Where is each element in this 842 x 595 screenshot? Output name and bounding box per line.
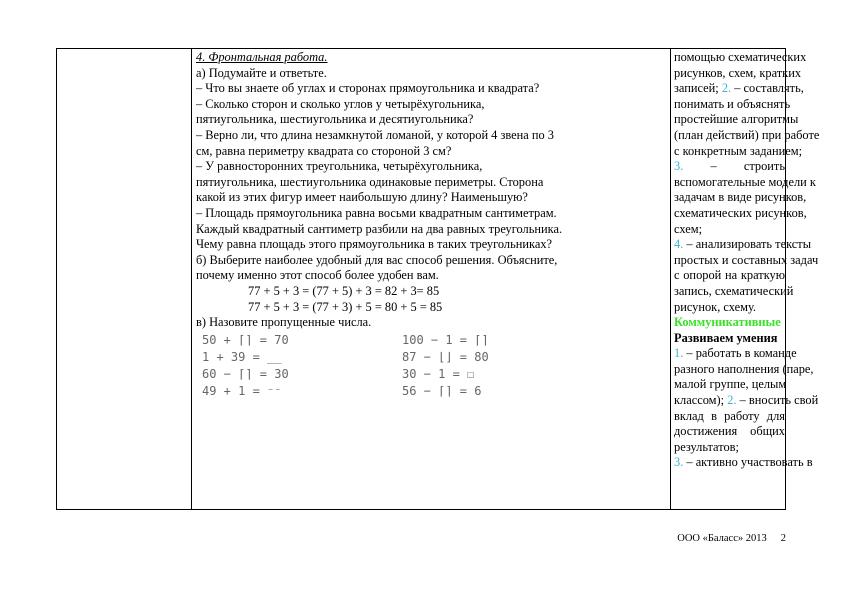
- exercise: 49 + 1 = ⁻⁻: [202, 383, 282, 398]
- text-line: схематических рисунков,: [674, 205, 807, 220]
- text-line: понимать и объяснять: [674, 96, 791, 111]
- text-line: результатов;: [674, 439, 739, 454]
- exercise-grid: [196, 332, 666, 400]
- equation: 77 + 5 + 3 = (77 + 3) + 5 = 80 + 5 = 85: [248, 299, 443, 314]
- text-fragment: – работать в команде: [683, 346, 797, 361]
- section-title: 4. Фронтальная работа.: [196, 50, 328, 64]
- text-line: рисунок, схему.: [674, 299, 757, 314]
- text-line: с конкретным заданием;: [674, 143, 803, 158]
- task-c: в) Назовите пропущенные числа.: [196, 315, 372, 330]
- text-line: рисунков, схем, кратких: [674, 65, 802, 80]
- item-number: 3.: [674, 159, 684, 174]
- section-subheading: Развиваем умения: [674, 330, 778, 345]
- text-line: [674, 455, 813, 471]
- section-heading: Коммуникативные: [674, 315, 781, 330]
- text-line: а) Подумайте и ответьте.: [196, 65, 327, 80]
- text-fragment: – строить: [710, 159, 785, 174]
- right-column: [671, 49, 820, 509]
- exercise: 56 − ⌈⌉ = 6: [402, 383, 482, 398]
- text-line: Каждый квадратный сантиметр разбили на два равных треугольника.: [196, 221, 563, 236]
- item-number: 2.: [721, 81, 732, 96]
- item-number: 1.: [674, 346, 684, 361]
- item-number: 3.: [674, 455, 684, 470]
- text-line: [674, 393, 819, 409]
- text-line: с опорой на краткую: [674, 268, 785, 283]
- left-column: [57, 49, 192, 509]
- text-line: б) Выберите наиболее удобный для вас способ решения. Объясните,: [196, 252, 558, 267]
- text-line: задачам в виде рисунков,: [674, 190, 807, 205]
- text-line: вспомогательные модели к: [674, 174, 816, 189]
- text-fragment: – составлять,: [731, 81, 804, 96]
- text-line: простых и составных задач: [674, 252, 819, 267]
- exercise: 50 + ⌈⌉ = 70: [202, 332, 289, 347]
- exercise: 87 − ⌊⌋ = 80: [402, 349, 489, 364]
- text-fragment: классом);: [674, 393, 725, 408]
- exercise: 100 − 1 = ⌈⌉: [402, 332, 489, 347]
- equation: 77 + 5 + 3 = (77 + 5) + 3 = 82 + 3= 85: [248, 283, 440, 298]
- text-line: – Верно ли, что длина незамкнутой ломаной, у которой 4 звена по 3: [196, 127, 554, 142]
- text-line: пятиугольника, шестиугольника одинаковые периметры. Сторона: [196, 174, 544, 189]
- item-number: 2.: [727, 393, 737, 408]
- text-line: Чему равна площадь этого прямоугольника в таких треугольниках?: [196, 237, 553, 252]
- text-line: [674, 81, 804, 97]
- text-line: разного наполнения (паре,: [674, 361, 814, 376]
- text-line: – Сколько сторон и сколько углов у четырёхугольника,: [196, 96, 485, 111]
- text-line: [674, 237, 812, 253]
- text-fragment: – активно участвовать в: [683, 455, 813, 470]
- text-line: [674, 159, 785, 175]
- exercise: 60 − ⌈⌉ = 30: [202, 366, 289, 381]
- text-line: достижения общих: [674, 424, 785, 439]
- text-line: (план действий) при работе: [674, 127, 820, 142]
- text-line: [674, 346, 797, 362]
- footer-company: ООО «Баласс» 2013: [677, 533, 767, 544]
- text-fragment: – анализировать тексты: [683, 237, 812, 252]
- text-line: – Что вы знаете об углах и сторонах прямоугольника и квадрата?: [196, 81, 540, 96]
- text-line: пятиугольника, шестиугольника и десятиугольника?: [196, 112, 474, 127]
- text-line: – У равносторонних треугольника, четырёхугольника,: [196, 159, 483, 174]
- exercise: 1 + 39 = __: [202, 349, 282, 364]
- text-line: малой группе, целым: [674, 377, 787, 392]
- text-line: – Площадь прямоугольника равна восьми квадратным сантиметрам.: [196, 205, 557, 220]
- text-line: см, равна периметру квадрата со стороной 3 см?: [196, 143, 452, 158]
- text-fragment: записей;: [674, 81, 719, 96]
- text-line: почему именно этот способ более удобен вам.: [196, 268, 439, 283]
- item-number: 4.: [674, 237, 684, 252]
- text-line: простейшие алгоритмы: [674, 112, 799, 127]
- task-lines: [196, 66, 666, 284]
- middle-column: [192, 49, 671, 509]
- text-line: помощью схематических: [674, 50, 807, 64]
- exercise: 30 − 1 = ☐: [402, 366, 475, 381]
- text-line: запись, схематический: [674, 283, 794, 298]
- page-number: 2: [780, 533, 786, 544]
- text-line: вклад в работу для: [674, 408, 785, 423]
- text-fragment: – вносить свой: [736, 393, 819, 408]
- text-line: какой из этих фигур имеет наибольшую длину? Наименьшую?: [196, 190, 528, 205]
- lesson-table: [56, 48, 820, 510]
- text-line: схем;: [674, 221, 703, 236]
- page-footer: [663, 533, 786, 544]
